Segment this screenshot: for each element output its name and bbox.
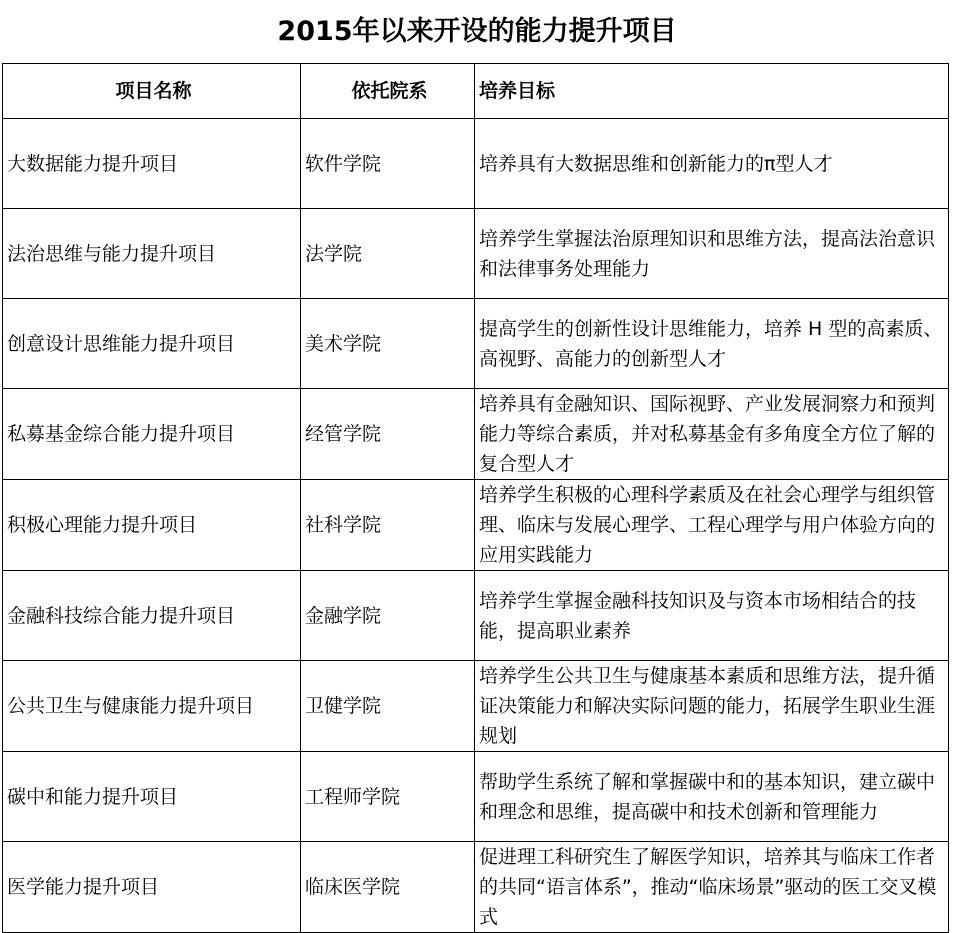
project-name-cell: 私募基金综合能力提升项目: [3, 389, 301, 480]
college-cell: 临床医学院: [301, 842, 475, 933]
project-name-cell: 创意设计思维能力提升项目: [3, 299, 301, 389]
project-name-cell: 大数据能力提升项目: [3, 119, 301, 209]
goal-cell: 培养学生积极的心理科学素质及在社会心理学与组织管理、临床与发展心理学、工程心理学与用户体验方向的应用实践能力: [475, 480, 949, 571]
project-name-cell: 积极心理能力提升项目: [3, 480, 301, 571]
college-cell: 工程师学院: [301, 752, 475, 842]
header-goal: 培养目标: [475, 64, 949, 119]
college-cell: 法学院: [301, 209, 475, 299]
college-cell: 经管学院: [301, 389, 475, 480]
table-row: [3, 209, 949, 299]
table-row: [3, 389, 949, 480]
header-project-name: 项目名称: [3, 64, 301, 119]
projects-table: [2, 63, 949, 933]
table-row: [3, 480, 949, 571]
table-header-row: [3, 64, 949, 119]
college-cell: 卫健学院: [301, 661, 475, 752]
table-row: [3, 119, 949, 209]
college-cell: 社科学院: [301, 480, 475, 571]
table-row: [3, 752, 949, 842]
table-row: [3, 842, 949, 933]
project-name-cell: 金融科技综合能力提升项目: [3, 571, 301, 661]
college-cell: 软件学院: [301, 119, 475, 209]
goal-cell: 培养具有大数据思维和创新能力的π型人才: [475, 119, 949, 209]
table-row: [3, 571, 949, 661]
header-college: 依托院系: [301, 64, 475, 119]
goal-cell: 培养学生掌握法治原理知识和思维方法，提高法治意识和法律事务处理能力: [475, 209, 949, 299]
goal-cell: 培养具有金融知识、国际视野、产业发展洞察力和预判能力等综合素质，并对私募基金有多角度全方位了解的复合型人才: [475, 389, 949, 480]
page-title: 2015年以来开设的能力提升项目: [277, 16, 677, 47]
goal-cell: 促进理工科研究生了解医学知识，培养其与临床工作者的共同“语言体系”，推动“临床场景”驱动的医工交叉模式: [475, 842, 949, 933]
project-name-cell: 碳中和能力提升项目: [3, 752, 301, 842]
goal-cell: 提高学生的创新性设计思维能力，培养 H 型的高素质、高视野、高能力的创新型人才: [475, 299, 949, 389]
college-cell: 金融学院: [301, 571, 475, 661]
table-row: [3, 299, 949, 389]
project-name-cell: 医学能力提升项目: [3, 842, 301, 933]
college-cell: 美术学院: [301, 299, 475, 389]
project-name-cell: 法治思维与能力提升项目: [3, 209, 301, 299]
goal-cell: 帮助学生系统了解和掌握碳中和的基本知识，建立碳中和理念和思维，提高碳中和技术创新和管理能力: [475, 752, 949, 842]
table-row: [3, 661, 949, 752]
goal-cell: 培养学生公共卫生与健康基本素质和思维方法，提升循证决策能力和解决实际问题的能力，拓展学生职业生涯规划: [475, 661, 949, 752]
project-name-cell: 公共卫生与健康能力提升项目: [3, 661, 301, 752]
goal-cell: 培养学生掌握金融科技知识及与资本市场相结合的技能，提高职业素养: [475, 571, 949, 661]
